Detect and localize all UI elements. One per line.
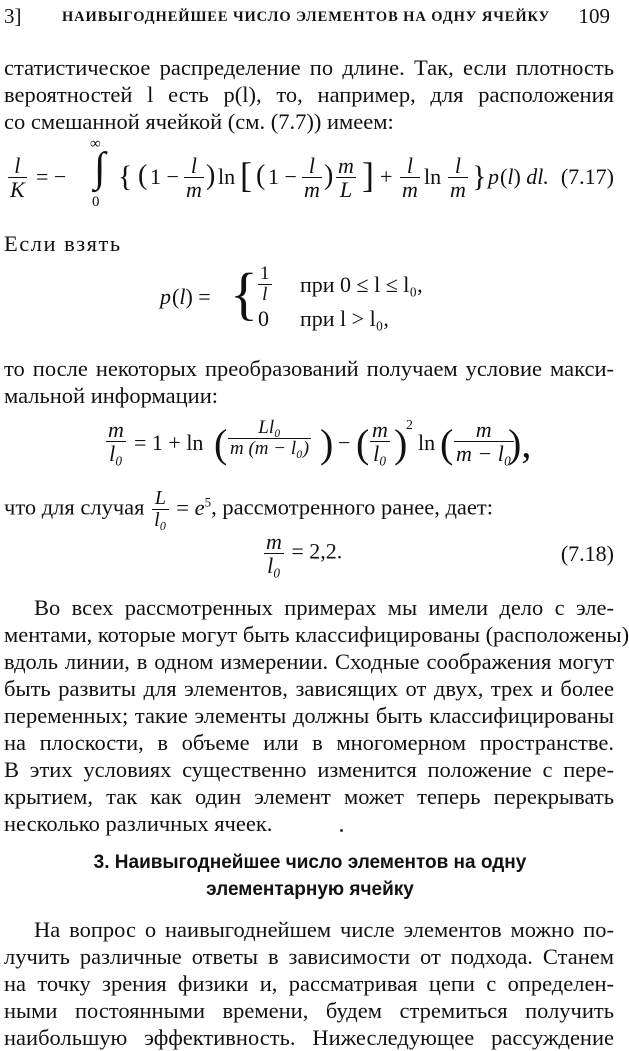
section-heading-line-1: 3. Наивыгоднейшее число элементов на одну: [93, 852, 527, 873]
section-heading-line-2: элементарную ячейку: [206, 879, 414, 900]
header-title: НАИВЫГОДНЕЙШЕЕ ЧИСЛО ЭЛЕМЕНТОВ НА ОДНУ ЯЧЕЙКУ: [62, 9, 551, 25]
page-number: 109: [578, 4, 610, 28]
paragraph-line-2: ментами, которые могут быть классифицированы (расположены): [4, 622, 629, 647]
paragraph-line-6: на плоскости, в объеме или в многомерном пространстве.: [4, 730, 614, 755]
final-line-5: наибольшую эффективность. Нижеследующее рассуждение: [4, 1025, 614, 1050]
final-line-2: лучить различные ответы в зависимости от подхода. Станем: [4, 944, 614, 969]
paragraph-line-5: переменных; такие элементы должны быть классифицированы: [4, 703, 614, 728]
max-information-equation: $\frac{m}{\text{l₀}}$ = 1 + ln ( $\frac{\text{Ll₀}}{\text{m (m − l₀)}}$ ) − ( $\frac{m}{\text{l₀}}$ ) 2 ln ( $\frac{m}{\text{m − l₀}}$ ),: [108, 417, 532, 467]
paragraph-line-7: В этих условиях существенно изменится положение с пере-: [4, 757, 614, 782]
intro-line-3: со смешанной ячейкой (см. (7.7)) имеем:: [4, 109, 394, 134]
equation-7-18-number: (7.18): [560, 541, 614, 566]
case-sentence: [4, 488, 614, 531]
running-header: [4, 4, 610, 30]
case2-condition: при l > l₀,: [300, 306, 389, 331]
e-power-5: = $e^5$: [176, 494, 212, 520]
p-definition: p (l) = { $\frac{1}{l}$ при 0 ≤ l ≤ l₀, 0 при l > l₀,: [160, 261, 423, 331]
transform-line-2: мальной информации:: [4, 383, 218, 408]
stray-dot: [340, 829, 343, 832]
paragraph-line-3: вдоль линии, в одном измерении. Сходные соображения могут: [4, 649, 614, 674]
case-sentence-start: что для случая: [4, 494, 145, 520]
paragraph-line-1: Во всех рассмотренных примерах мы имели дело с эле-: [34, 595, 614, 620]
case1-condition: при 0 ≤ l ≤ l₀,: [300, 272, 423, 297]
final-line-1: На вопрос о наивыгоднейшем числе элементов можно по-: [34, 917, 614, 942]
equation-7-17: $\frac{l}{K}$ = − ∞ ∫ 0 { ( 1 − $\frac{l}{m}$ ) ln [ ( 1 − $\frac{l}{m}$ ) $\frac{m}{L}$ ] + $\frac{l}{m}$ ln $\frac{l}{m}$ } p: [10, 136, 499, 210]
final-line-3: на точку зрения физики и, рассматривая цепи с определен-: [4, 971, 614, 996]
equation-7-17-number: (7.17): [560, 164, 614, 189]
esli-vzyat-text: Если взять: [4, 231, 122, 256]
intro-line-2: вероятностей l есть p(l), то, например, для расположения: [4, 82, 614, 107]
header-section-number: 3]: [4, 4, 22, 28]
paragraph-line-4: быть развиты для элементов, зависящих от двух, трех и более: [4, 676, 614, 701]
final-line-4: ными постоянными времени, будем стремиться получить: [4, 998, 614, 1023]
intro-line-1: статистическое распределение по длине. Так, если плотность: [4, 55, 614, 80]
case-sentence-end: , рассмотренного ранее, дает:: [211, 494, 493, 520]
paragraph-line-9: несколько различных ячеек.: [4, 811, 273, 836]
ratio-L-l0: $\frac{L}{\text{l₀}}$: [154, 487, 167, 531]
paragraph-line-8: крытием, так как один элемент может теперь перекрывать: [4, 784, 614, 809]
transform-line-1: то после некоторых преобразований получаем условие макси-: [4, 356, 614, 381]
equation-7-18-value: = 2,2.: [291, 538, 343, 564]
equation-7-17-tail: (l) dl.: [500, 164, 549, 189]
equation-7-18: $\frac{m}{\text{l₀}}$ = 2,2.: [266, 529, 343, 579]
